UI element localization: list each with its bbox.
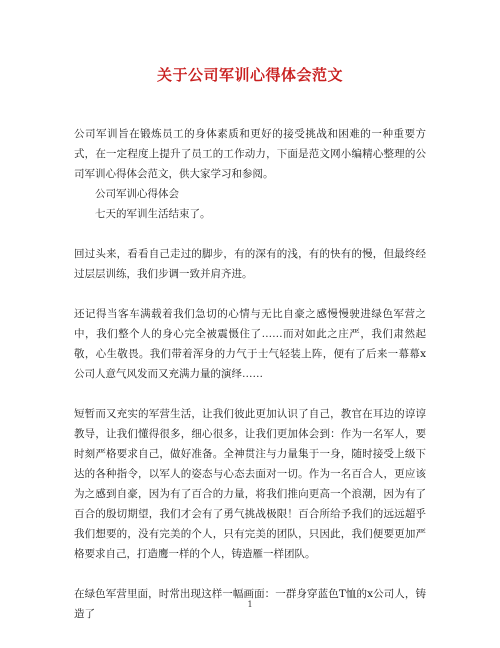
body-paragraph: 还记得当客车满载着我们急切的心情与无比自豪之感慢慢驶进绿色军营之中，我们整个人的身心完全被震慑住了……而对如此之庄严，我们肃然起敬，心生敬畏。我们带着浑身的力气于士气轻装上阵，便有了后来一幕幕x公司人意气风发而又充满力量的演绎…… xyxy=(74,308,426,380)
paragraph-gap xyxy=(74,564,426,584)
document-title: 关于公司军训心得体会范文 xyxy=(156,66,343,84)
paragraph-gap xyxy=(74,224,426,244)
page-number: 1 xyxy=(247,600,253,609)
body-paragraph: 短暂而又充实的军营生活，让我们彼此更加认识了自己，教官在耳边的谆谆教导，让我们懂得很多，细心很多，让我们更加体会到：作为一名军人，要时刻严格要求自己，做好准备。全神贯注与力量集于一身，随时接受上级下达的各种指令，以军人的姿态与心态去面对一切。作为一名百合人，更应该为之感到自豪，因为有了百合的力量，将我们推向更高一个浪潮，因为有了百合的殷切期望，我们才会有了勇气挑战极限！百合所给予我们的远远超乎我们想要的，没有完美的个人，只有完美的团队，只因此，我们便要更加严格要求自己，打造鹰一样的个人，铸造雁一样团队。 xyxy=(74,408,426,560)
intro-paragraph: 公司军训旨在锻炼员工的身体素质和更好的接受挑战和困难的一种重要方式，在一定程度上提升了员工的工作动力，下面是范文网小编精心整理的公司军训心得体会范文，供大家学习和参阅。 xyxy=(74,128,426,180)
paragraph-gap xyxy=(74,384,426,404)
body-paragraph: 回过头来，看看自己走过的脚步，有的深有的浅，有的快有的慢，但最终经过层层训练，我们步调一致并肩齐进。 xyxy=(74,248,426,280)
paragraph-gap xyxy=(74,284,426,304)
document-body xyxy=(74,124,426,624)
body-paragraph: 在绿色军营里面，时常出现这样一幅画面：一群身穿蓝色T恤的x公司人，铸造了 xyxy=(74,588,426,620)
opening-line: 七天的军训生活结束了。 xyxy=(95,208,211,220)
section-heading: 公司军训心得体会 xyxy=(95,188,179,200)
